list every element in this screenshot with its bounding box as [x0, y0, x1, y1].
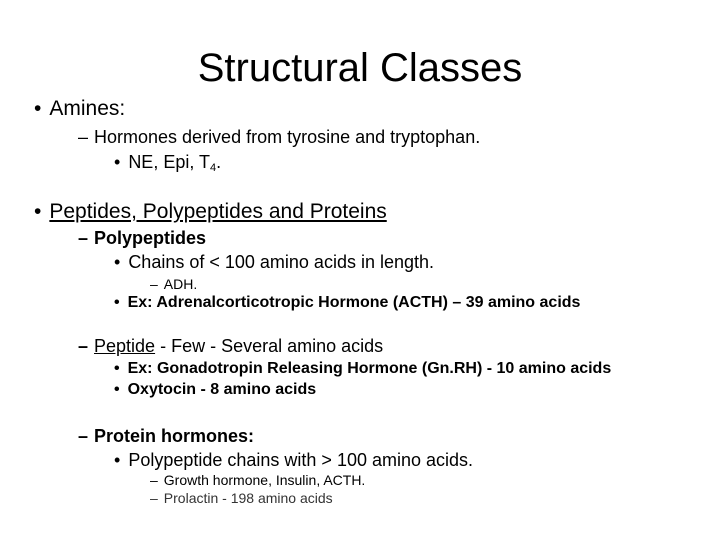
protein-prolactin-text: Prolactin - 198 amino acids	[163, 490, 333, 506]
protein-growth	[150, 473, 365, 487]
peptide-item	[78, 337, 383, 355]
slide-title: Structural Classes	[197, 46, 523, 90]
dash-icon: –	[78, 336, 89, 356]
dash-icon: –	[150, 490, 158, 506]
polypeptides-acth	[114, 295, 580, 311]
amines-example	[114, 152, 222, 174]
polypeptides-item	[78, 229, 206, 247]
peptides-item	[34, 201, 387, 222]
bullet-icon: •	[34, 200, 42, 223]
amines-example-subscript: 4	[210, 162, 217, 174]
peptide-oxytocin	[114, 382, 316, 398]
peptide-gnrh	[114, 361, 611, 377]
protein-prolactin	[150, 491, 333, 505]
polypeptides-acth-text: Ex: Adrenalcorticotropic Hormone (ACTH) – 39 amino acids	[127, 294, 581, 311]
dash-icon: –	[150, 276, 158, 292]
bullet-icon: •	[114, 152, 121, 172]
polypeptides-adh-text: ADH.	[163, 276, 198, 292]
protein-item	[78, 427, 254, 445]
bullet-icon: •	[114, 294, 120, 311]
protein-chains	[114, 451, 473, 469]
bullet-icon: •	[114, 450, 121, 470]
amines-description-text: Hormones derived from tyrosine and tryptophan.	[94, 127, 481, 147]
protein-chains-text: Polypeptide chains with > 100 amino acids.	[128, 450, 474, 470]
bullet-icon: •	[114, 381, 120, 398]
dash-icon: –	[150, 472, 158, 488]
dash-icon: –	[78, 426, 89, 446]
peptides-heading: Peptides, Polypeptides and Proteins	[49, 200, 387, 223]
amines-example-suffix: .	[216, 152, 222, 172]
peptide-label: Peptide	[94, 336, 156, 356]
amines-description	[78, 128, 480, 146]
protein-growth-text: Growth hormone, Insulin, ACTH.	[163, 472, 366, 488]
polypeptides-chains-text: Chains of < 100 amino acids in length.	[128, 252, 435, 272]
bullet-icon: •	[34, 97, 42, 120]
peptide-oxytocin-text: Oxytocin - 8 amino acids	[127, 381, 317, 398]
polypeptides-label: Polypeptides	[94, 228, 207, 248]
amines-heading: Amines:	[49, 97, 126, 120]
peptide-gnrh-text: Ex: Gonadotropin Releasing Hormone (Gn.RH) - 10 amino acids	[127, 360, 612, 377]
polypeptides-chains	[114, 253, 434, 271]
bullet-icon: •	[114, 360, 120, 377]
dash-icon: –	[78, 228, 89, 248]
amines-item	[34, 98, 125, 119]
bullet-icon: •	[114, 252, 121, 272]
peptide-description: - Few - Several amino acids	[155, 336, 384, 356]
amines-example-text: NE, Epi, T	[128, 152, 211, 172]
dash-icon: –	[78, 127, 89, 147]
polypeptides-adh	[150, 277, 197, 291]
protein-label: Protein hormones:	[94, 426, 255, 446]
